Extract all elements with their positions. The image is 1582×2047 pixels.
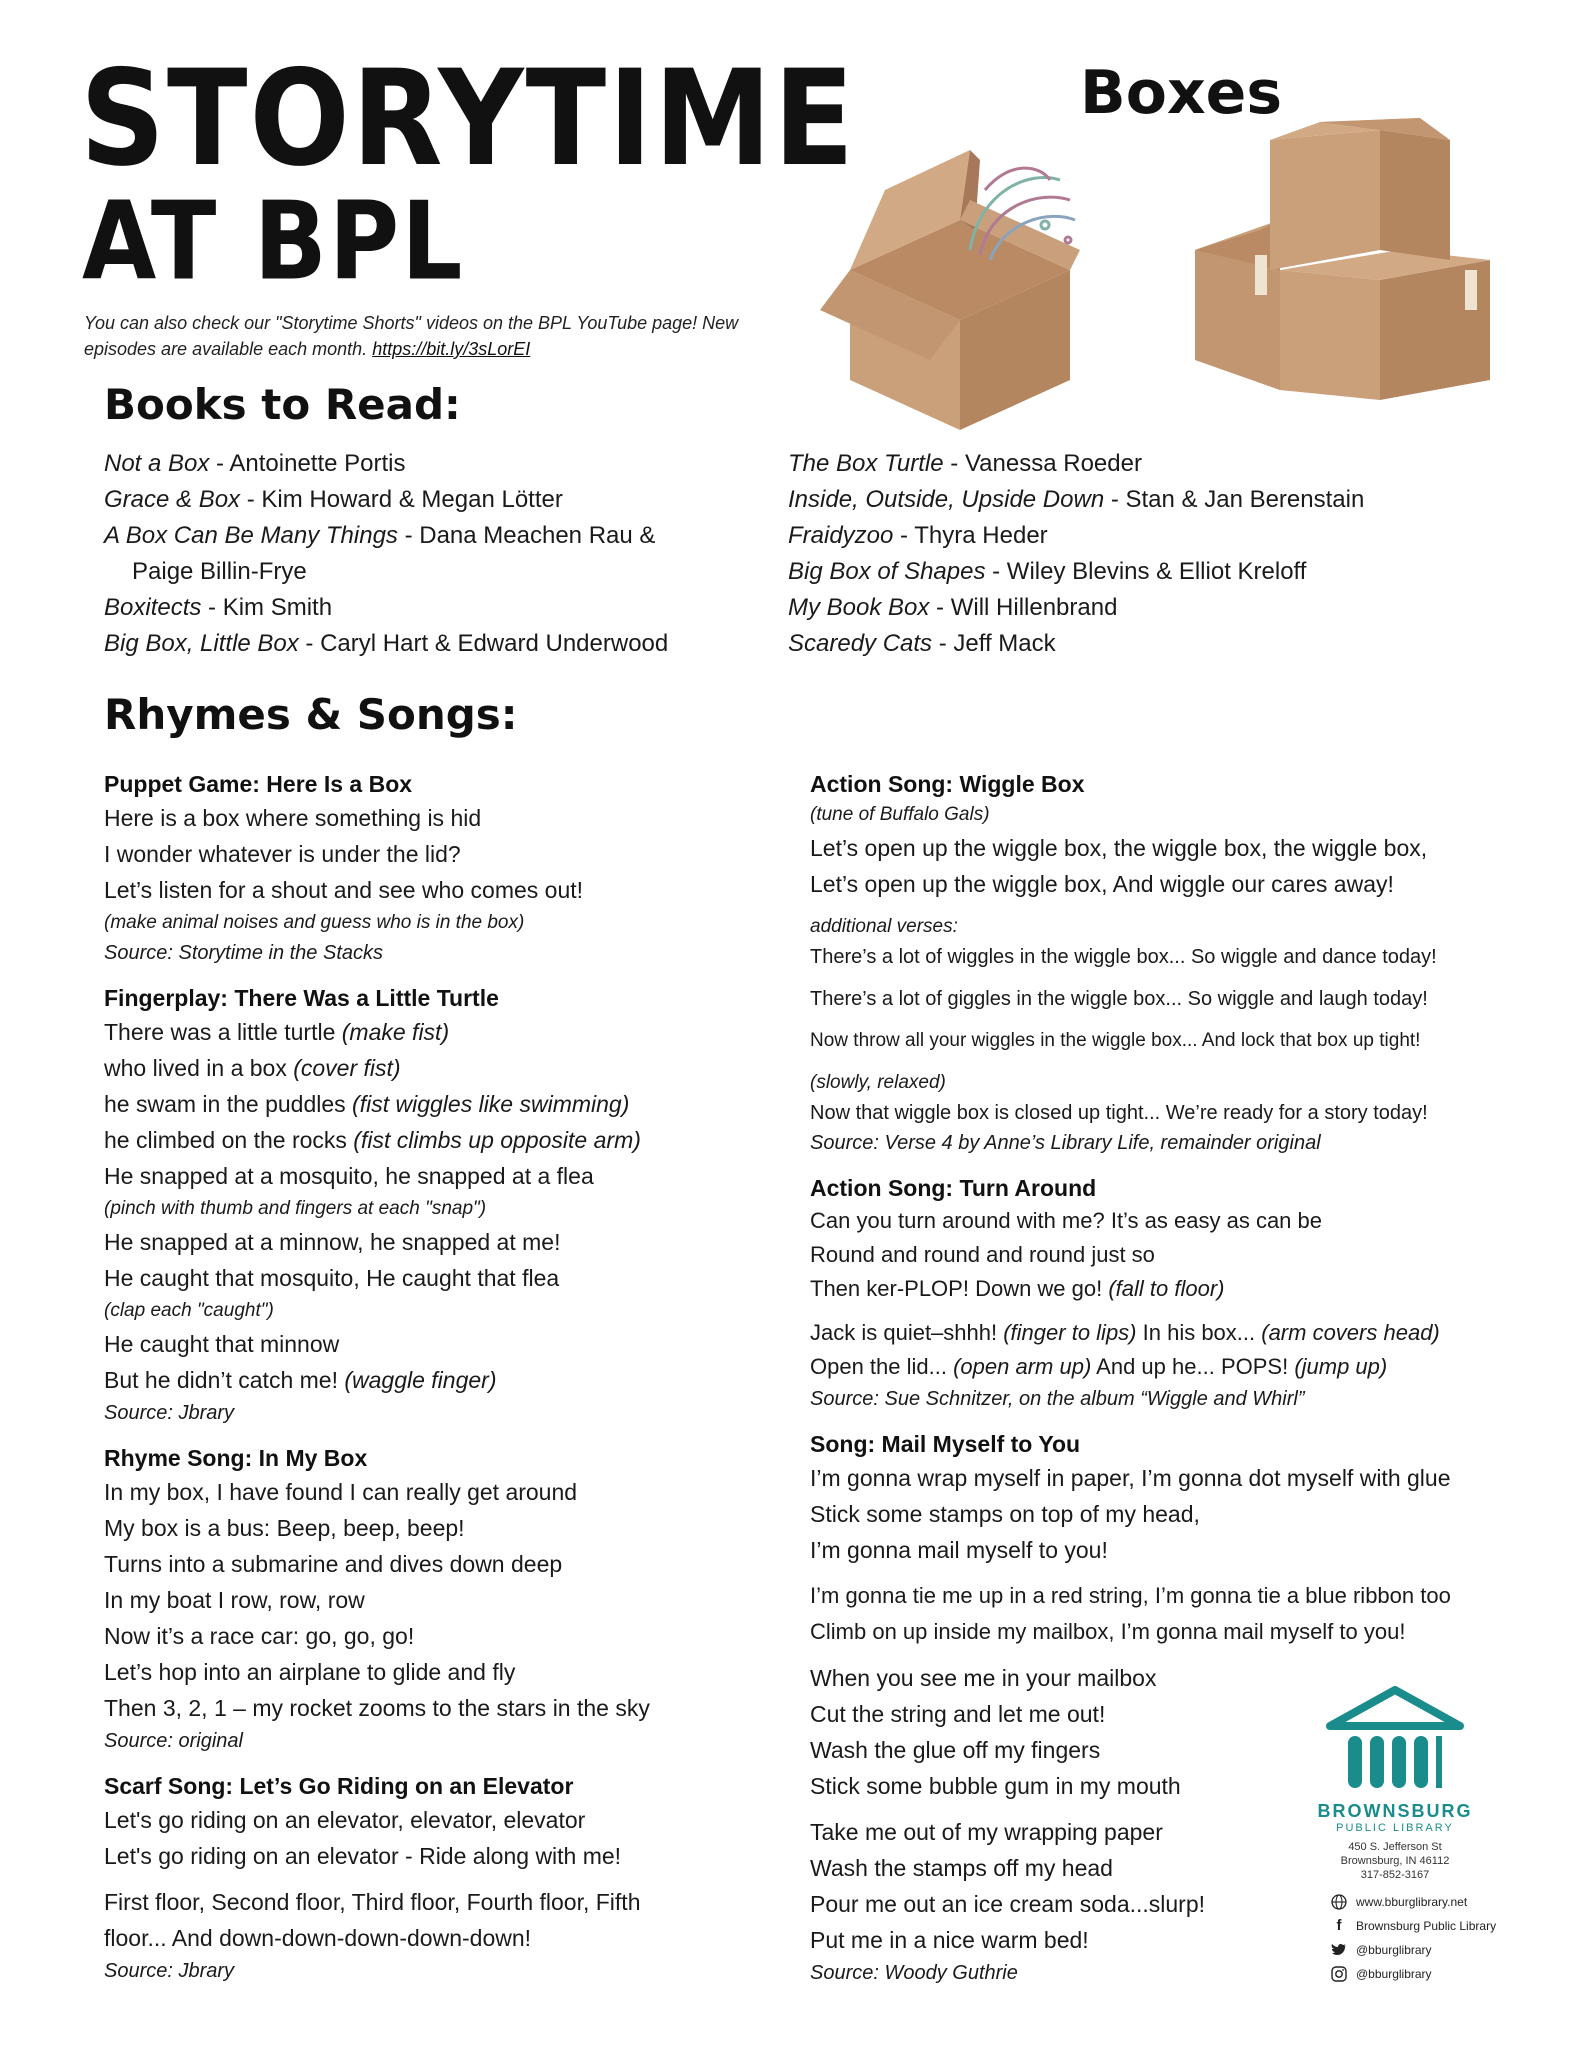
rhyme-line: In my box, I have found I can really get around bbox=[104, 1479, 578, 1505]
library-logo bbox=[1300, 1686, 1490, 1882]
list-item: Boxitects - Kim Smith bbox=[104, 594, 333, 621]
rhyme-line: There’s a lot of wiggles in the wiggle box... So wiggle and dance today! bbox=[810, 946, 1437, 968]
rhyme-line: Climb on up inside my mailbox, I’m gonna mail myself to you! bbox=[810, 1619, 1406, 1644]
instagram-text: @bburglibrary bbox=[1356, 1967, 1432, 1981]
list-item: Not a Box - Antoinette Portis bbox=[104, 450, 406, 477]
rhyme-line: Can you turn around with me? It’s as easy as can be bbox=[810, 1208, 1322, 1233]
rhyme-line: Now that wiggle box is closed up tight... We’re ready for a story today! bbox=[810, 1102, 1428, 1124]
rhyme-note: (pinch with thumb and fingers at each "snap") bbox=[104, 1198, 487, 1219]
rhyme-line: He snapped at a mosquito, he snapped at a flea bbox=[104, 1163, 594, 1189]
rhyme-note: additional verses: bbox=[810, 916, 958, 937]
rhyme-puppet-game bbox=[104, 768, 784, 968]
youtube-link[interactable]: https://bit.ly/3sLorEI bbox=[372, 339, 531, 359]
stacked-boxes-icon bbox=[1195, 118, 1490, 400]
globe-icon bbox=[1330, 1893, 1348, 1911]
boxes-illustration bbox=[810, 110, 1510, 430]
rhymes-left-column bbox=[104, 768, 784, 2000]
rhyme-line: There’s a lot of giggles in the wiggle box... So wiggle and laugh today! bbox=[810, 988, 1428, 1010]
rhyme-wiggle-box bbox=[810, 768, 1550, 1158]
intro-text bbox=[84, 310, 784, 362]
list-item: Grace & Box - Kim Howard & Megan Lötter bbox=[104, 486, 563, 513]
rhyme-line: Turns into a submarine and dives down deep bbox=[104, 1551, 563, 1577]
rhyme-title: Action Song: Wiggle Box bbox=[810, 771, 1085, 797]
rhyme-line: Wash the stamps off my head bbox=[810, 1855, 1113, 1881]
rhyme-line: Stick some bubble gum in my mouth bbox=[810, 1773, 1181, 1799]
facebook-icon: f bbox=[1336, 1917, 1342, 1934]
twitter-row[interactable] bbox=[1330, 1938, 1560, 1962]
rhyme-source: Source: Sue Schnitzer, on the album “Wiggle and Whirl” bbox=[810, 1388, 1305, 1410]
rhyme-source: Source: Storytime in the Stacks bbox=[104, 942, 384, 964]
rhyme-line: Here is a box where something is hid bbox=[104, 805, 482, 831]
rhyme-line: he swam in the puddles (fist wiggles like swimming) bbox=[104, 1091, 630, 1117]
rhyme-source: Source: Woody Guthrie bbox=[810, 1962, 1018, 1984]
rhyme-line: First floor, Second floor, Third floor, Fourth floor, Fifth bbox=[104, 1889, 641, 1915]
rhyme-line: Let’s hop into an airplane to glide and fly bbox=[104, 1659, 516, 1685]
rhyme-note: (make animal noises and guess who is in the box) bbox=[104, 912, 525, 933]
twitter-text: @bburglibrary bbox=[1356, 1943, 1432, 1957]
page-title-line1: STORYTIME bbox=[80, 40, 857, 196]
library-address-line2: Brownsburg, IN 46112 bbox=[1340, 1855, 1450, 1867]
rhyme-line: Now it’s a race car: go, go, go! bbox=[104, 1623, 415, 1649]
rhyme-source: Source: Verse 4 by Anne’s Library Life, remainder original bbox=[810, 1132, 1321, 1154]
facebook-text: Brownsburg Public Library bbox=[1356, 1919, 1497, 1933]
rhyme-title: Puppet Game: Here Is a Box bbox=[104, 771, 413, 797]
list-item: Scaredy Cats - Jeff Mack bbox=[788, 630, 1056, 657]
rhyme-line: Round and round and round just so bbox=[810, 1242, 1155, 1267]
rhyme-line: My box is a bus: Beep, beep, beep! bbox=[104, 1515, 465, 1541]
theme-title: Boxes bbox=[1080, 58, 1283, 128]
rhyme-turtle bbox=[104, 982, 784, 1428]
intro-text-body: You can also check our "Storytime Shorts" videos on the BPL YouTube page! New episodes are available each month. bbox=[84, 313, 739, 359]
list-item: My Book Box - Will Hillenbrand bbox=[788, 594, 1118, 621]
list-item: Big Box, Little Box - Caryl Hart & Edward Underwood bbox=[104, 630, 669, 657]
rhyme-line: But he didn’t catch me! (waggle finger) bbox=[104, 1367, 497, 1393]
rhyme-line: Jack is quiet–shhh! (finger to lips) In his box... (arm covers head) bbox=[810, 1320, 1440, 1345]
rhyme-note: (tune of Buffalo Gals) bbox=[810, 804, 990, 825]
rhyme-line: He caught that minnow bbox=[104, 1331, 340, 1357]
rhyme-line: Let's go riding on an elevator, elevator, elevator bbox=[104, 1807, 586, 1833]
books-heading: Books to Read: bbox=[104, 380, 461, 429]
library-building-icon bbox=[1300, 1686, 1490, 1796]
rhyme-title: Song: Mail Myself to You bbox=[810, 1431, 1081, 1457]
rhyme-line: Let’s listen for a shout and see who comes out! bbox=[104, 877, 584, 903]
rhyme-turn-around bbox=[810, 1172, 1550, 1414]
library-phone: 317-852-3167 bbox=[1360, 1869, 1430, 1881]
list-item: A Box Can Be Many Things - Dana Meachen Rau & Paige Billin-Frye bbox=[104, 522, 656, 585]
library-contacts bbox=[1330, 1890, 1560, 1986]
twitter-icon bbox=[1330, 1941, 1348, 1959]
page-title-line2: AT BPL bbox=[82, 179, 465, 305]
rhyme-line: Put me in a nice warm bed! bbox=[810, 1927, 1089, 1953]
library-name: BROWNSBURG bbox=[1317, 1801, 1473, 1821]
rhyme-line: Take me out of my wrapping paper bbox=[810, 1819, 1163, 1845]
book-list-right bbox=[788, 446, 1508, 662]
rhyme-elevator bbox=[104, 1770, 784, 1986]
rhyme-line: Let’s open up the wiggle box, And wiggle our cares away! bbox=[810, 871, 1394, 897]
rhyme-note: (slowly, relaxed) bbox=[810, 1072, 946, 1093]
rhymes-heading: Rhymes & Songs: bbox=[104, 690, 518, 739]
list-item: Fraidyzoo - Thyra Heder bbox=[788, 522, 1048, 549]
rhyme-line: Wash the glue off my fingers bbox=[810, 1737, 1101, 1763]
rhyme-line: When you see me in your mailbox bbox=[810, 1665, 1157, 1691]
rhyme-line: floor... And down-down-down-down-down! bbox=[104, 1925, 532, 1951]
rhyme-source: Source: Jbrary bbox=[104, 1402, 235, 1424]
rhyme-line: There was a little turtle (make fist) bbox=[104, 1019, 450, 1045]
instagram-row[interactable] bbox=[1330, 1962, 1560, 1986]
list-item: Inside, Outside, Upside Down - Stan & Jan Berenstain bbox=[788, 486, 1365, 513]
rhyme-line: I’m gonna tie me up in a red string, I’m gonna tie a blue ribbon too bbox=[810, 1583, 1451, 1608]
rhyme-line: He caught that mosquito, He caught that flea bbox=[104, 1265, 560, 1291]
open-box-icon bbox=[820, 150, 1080, 430]
rhyme-line: In my boat I row, row, row bbox=[104, 1587, 365, 1613]
instagram-icon bbox=[1330, 1965, 1348, 1983]
list-item: Big Box of Shapes - Wiley Blevins & Elliot Kreloff bbox=[788, 558, 1307, 585]
rhyme-source: Source: Jbrary bbox=[104, 1960, 235, 1982]
rhyme-title: Rhyme Song: In My Box bbox=[104, 1445, 368, 1471]
website-row[interactable] bbox=[1330, 1890, 1560, 1914]
rhyme-line: He snapped at a minnow, he snapped at me! bbox=[104, 1229, 561, 1255]
rhyme-line: I’m gonna wrap myself in paper, I’m gonna dot myself with glue bbox=[810, 1465, 1451, 1491]
rhyme-in-my-box bbox=[104, 1442, 784, 1756]
library-address-line1: 450 S. Jefferson St bbox=[1348, 1841, 1442, 1853]
book-list-left bbox=[104, 446, 724, 662]
rhyme-line: Stick some stamps on top of my head, bbox=[810, 1501, 1200, 1527]
facebook-row[interactable] bbox=[1330, 1914, 1560, 1938]
rhyme-line: Cut the string and let me out! bbox=[810, 1701, 1106, 1727]
rhyme-line: I’m gonna mail myself to you! bbox=[810, 1537, 1108, 1563]
rhyme-line: Then ker-PLOP! Down we go! (fall to floor) bbox=[810, 1276, 1225, 1301]
list-item: The Box Turtle - Vanessa Roeder bbox=[788, 450, 1142, 477]
rhyme-source: Source: original bbox=[104, 1730, 243, 1752]
rhyme-line: he climbed on the rocks (fist climbs up opposite arm) bbox=[104, 1127, 641, 1153]
rhyme-title: Action Song: Turn Around bbox=[810, 1175, 1097, 1201]
rhyme-note: (clap each "caught") bbox=[104, 1300, 274, 1321]
rhyme-line: Then 3, 2, 1 – my rocket zooms to the stars in the sky bbox=[104, 1695, 650, 1721]
rhyme-line: I wonder whatever is under the lid? bbox=[104, 841, 461, 867]
rhyme-line: Now throw all your wiggles in the wiggle box... And lock that box up tight! bbox=[810, 1030, 1421, 1051]
rhyme-title: Scarf Song: Let’s Go Riding on an Elevator bbox=[104, 1773, 574, 1799]
rhyme-line: Pour me out an ice cream soda...slurp! bbox=[810, 1891, 1206, 1917]
rhyme-line: who lived in a box (cover fist) bbox=[104, 1055, 401, 1081]
library-subname: PUBLIC LIBRARY bbox=[1336, 1822, 1454, 1834]
rhyme-line: Let’s open up the wiggle box, the wiggle box, the wiggle box, bbox=[810, 835, 1428, 861]
rhyme-title: Fingerplay: There Was a Little Turtle bbox=[104, 985, 499, 1011]
rhyme-line: Let's go riding on an elevator - Ride along with me! bbox=[104, 1843, 622, 1869]
website-text: www.bburglibrary.net bbox=[1356, 1895, 1468, 1909]
rhyme-line: Open the lid... (open arm up) And up he... POPS! (jump up) bbox=[810, 1354, 1388, 1379]
